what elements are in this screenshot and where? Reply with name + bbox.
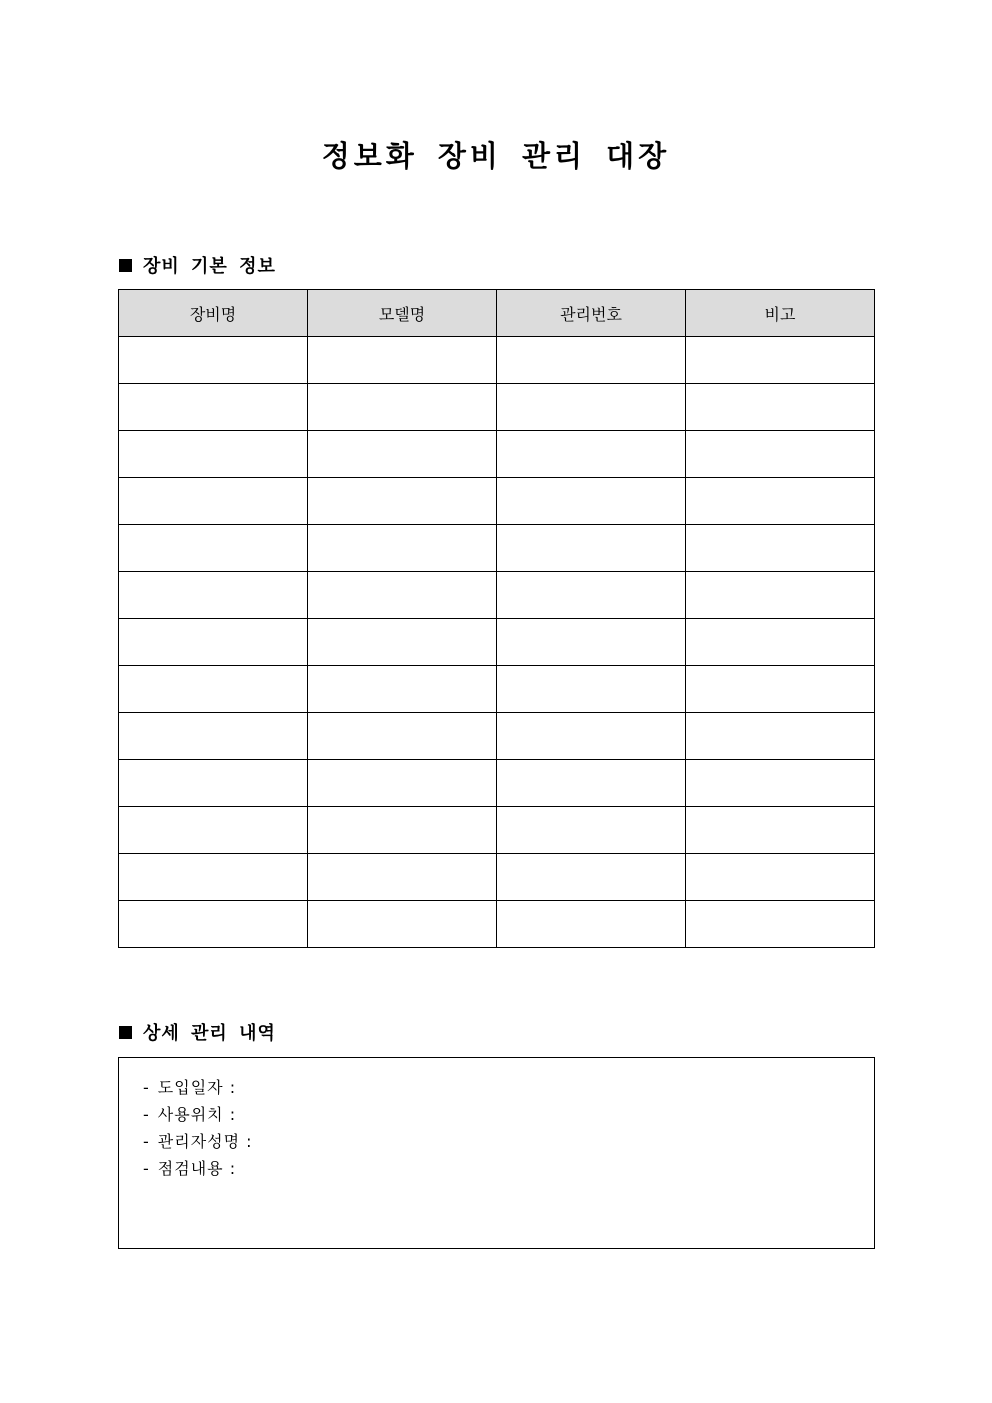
table-cell[interactable] — [119, 478, 308, 525]
table-cell[interactable] — [686, 619, 875, 666]
table-row — [119, 713, 875, 760]
table-cell[interactable] — [308, 854, 497, 901]
table-cell[interactable] — [497, 901, 686, 948]
table-cell[interactable] — [497, 619, 686, 666]
table-cell[interactable] — [119, 760, 308, 807]
table-body — [119, 337, 875, 948]
table-cell[interactable] — [308, 525, 497, 572]
table-cell[interactable] — [497, 666, 686, 713]
table-cell[interactable] — [308, 337, 497, 384]
detail-item-manager-name: - 관리자성명 : — [143, 1132, 253, 1151]
detail-item-label: 도입일자 : — [157, 1078, 237, 1097]
table-cell[interactable] — [497, 854, 686, 901]
table-cell[interactable] — [497, 525, 686, 572]
table-cell[interactable] — [497, 713, 686, 760]
table-cell[interactable] — [308, 478, 497, 525]
column-header-management-number: 관리번호 — [497, 290, 686, 337]
table-row — [119, 854, 875, 901]
detail-item-label: 점검내용 : — [157, 1159, 237, 1178]
section-heading-label: 상세 관리 내역 — [143, 1023, 276, 1044]
detail-item-inspection: - 점검내용 : — [143, 1159, 237, 1178]
table-cell[interactable] — [308, 760, 497, 807]
table-cell[interactable] — [119, 525, 308, 572]
table-cell[interactable] — [686, 666, 875, 713]
table-cell[interactable] — [308, 807, 497, 854]
table-cell[interactable] — [308, 713, 497, 760]
table-cell[interactable] — [686, 760, 875, 807]
table-cell[interactable] — [686, 431, 875, 478]
page-title: 정보화 장비 관리 대장 — [321, 139, 671, 173]
table-row — [119, 478, 875, 525]
table-cell[interactable] — [686, 337, 875, 384]
table-cell[interactable] — [308, 431, 497, 478]
column-header-model-name: 모델명 — [308, 290, 497, 337]
table-row — [119, 525, 875, 572]
table-cell[interactable] — [308, 666, 497, 713]
table-row — [119, 901, 875, 948]
table-cell[interactable] — [119, 713, 308, 760]
table-cell[interactable] — [497, 431, 686, 478]
detail-list — [143, 1077, 253, 1185]
table-row — [119, 666, 875, 713]
table-cell[interactable] — [497, 572, 686, 619]
table-cell[interactable] — [308, 619, 497, 666]
table-cell[interactable] — [119, 666, 308, 713]
table-cell[interactable] — [308, 384, 497, 431]
table-cell[interactable] — [119, 431, 308, 478]
table-cell[interactable] — [119, 901, 308, 948]
equipment-table — [118, 289, 875, 948]
detail-item-label: 관리자성명 : — [157, 1132, 253, 1151]
table-cell[interactable] — [497, 384, 686, 431]
table-cell[interactable] — [686, 901, 875, 948]
table-cell[interactable] — [686, 572, 875, 619]
table-cell[interactable] — [686, 854, 875, 901]
table-cell[interactable] — [119, 572, 308, 619]
table-row — [119, 572, 875, 619]
detail-box — [118, 1057, 875, 1249]
column-header-remarks: 비고 — [686, 290, 875, 337]
table-cell[interactable] — [119, 384, 308, 431]
square-bullet-icon — [119, 259, 132, 272]
table-cell[interactable] — [308, 572, 497, 619]
table-cell[interactable] — [497, 337, 686, 384]
detail-item-label: 사용위치 : — [157, 1105, 237, 1124]
table-cell[interactable] — [119, 619, 308, 666]
table-row — [119, 619, 875, 666]
table-cell[interactable] — [686, 807, 875, 854]
table-cell[interactable] — [497, 478, 686, 525]
detail-item-intro-date: - 도입일자 : — [143, 1078, 237, 1097]
table-cell[interactable] — [497, 807, 686, 854]
table-cell[interactable] — [686, 525, 875, 572]
detail-item-location: - 사용위치 : — [143, 1105, 237, 1124]
table-header-row — [119, 290, 875, 337]
section-heading-detail — [119, 1019, 276, 1045]
section-heading-basic-info — [119, 252, 276, 278]
table-row — [119, 760, 875, 807]
table-row — [119, 337, 875, 384]
table-cell[interactable] — [119, 854, 308, 901]
table-cell[interactable] — [119, 337, 308, 384]
table-row — [119, 431, 875, 478]
table-cell[interactable] — [119, 807, 308, 854]
section-heading-label: 장비 기본 정보 — [143, 256, 276, 277]
table-cell[interactable] — [686, 384, 875, 431]
table-cell[interactable] — [308, 901, 497, 948]
column-header-equipment-name: 장비명 — [119, 290, 308, 337]
table-row — [119, 384, 875, 431]
table-cell[interactable] — [686, 713, 875, 760]
table-cell[interactable] — [686, 478, 875, 525]
table-cell[interactable] — [497, 760, 686, 807]
square-bullet-icon — [119, 1026, 132, 1039]
table-row — [119, 807, 875, 854]
